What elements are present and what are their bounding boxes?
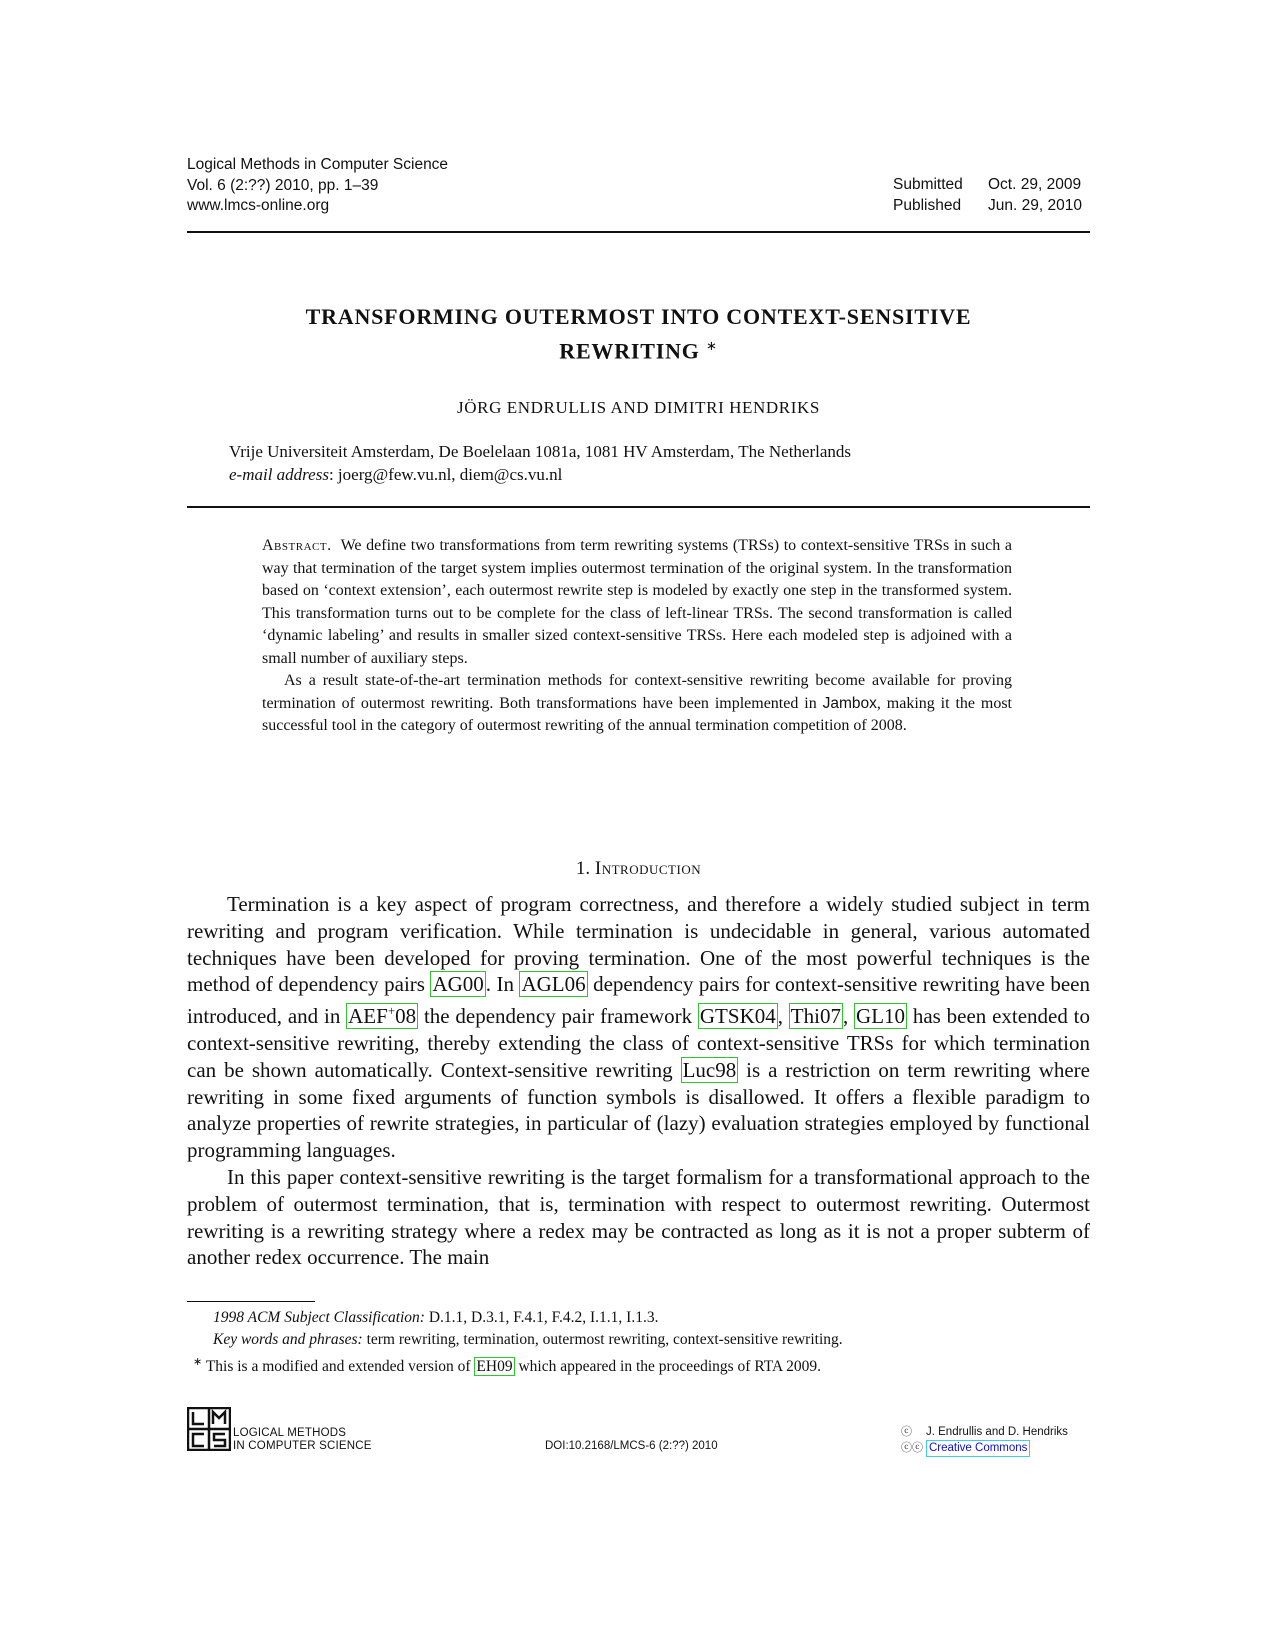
journal-info bbox=[187, 155, 448, 217]
email-label: e-mail address bbox=[229, 465, 329, 484]
abstract-rule bbox=[187, 506, 1090, 508]
abstract-paragraph-1: We define two transformations from term rewriting systems (TRSs) to context-sensitive TRSs in such a way that termination of the target system implies outermost termination of the original system. In the transformation based on ‘context extension’, each outermost rewrite step is modeled by exactly one step in the transformed system. This transformation turns out to be complete for the class of left-linear TRSs. The second transformation is called ‘dynamic labeling’ and results in smaller sized context-sensitive TRSs. Here each modeled step is adjoined with a small number of auxiliary steps. bbox=[262, 537, 1012, 667]
journal-volume: Vol. 6 (2:??) 2010, pp. 1–39 bbox=[187, 176, 379, 194]
acm-classification: 1998 ACM Subject Classification: D.1.1, D.3.1, F.4.1, F.4.2, I.1.1, I.1.3. bbox=[213, 1309, 659, 1326]
citation-thi07[interactable]: Thi07 bbox=[790, 1004, 841, 1029]
logo-line-2: IN COMPUTER SCIENCE bbox=[233, 1440, 372, 1452]
journal-website[interactable]: www.lmcs-online.org bbox=[187, 197, 330, 214]
citation-aef08[interactable]: AEF+08 bbox=[348, 1003, 417, 1029]
keywords: Key words and phrases: term rewriting, termination, outermost rewriting, context-sensitive rewriting. bbox=[213, 1331, 843, 1348]
publication-dates bbox=[893, 175, 1082, 216]
title-line-2: REWRITING bbox=[559, 338, 700, 364]
citation-luc98[interactable]: Luc98 bbox=[682, 1057, 737, 1082]
journal-logo-text bbox=[233, 1427, 372, 1453]
header-rule bbox=[187, 231, 1090, 233]
citation-agl06[interactable]: AGL06 bbox=[521, 972, 586, 997]
abstract-label: Abstract. bbox=[262, 537, 332, 554]
affiliation bbox=[229, 440, 851, 486]
citation-ag00[interactable]: AG00 bbox=[432, 972, 484, 997]
title-line-1: TRANSFORMING OUTERMOST INTO CONTEXT-SENSITIVE bbox=[305, 304, 972, 329]
published-date: Jun. 29, 2010 bbox=[988, 196, 1082, 214]
paper-title bbox=[187, 302, 1090, 365]
citation-gtsk04[interactable]: GTSK04 bbox=[699, 1004, 776, 1029]
creative-commons-icon: ⓒⓒ bbox=[901, 1442, 923, 1454]
footnote-rule bbox=[187, 1301, 315, 1302]
email-addresses[interactable]: : joerg@few.vu.nl, diem@cs.vu.nl bbox=[328, 465, 563, 484]
authors: JÖRG ENDRULLIS AND DIMITRI HENDRIKS bbox=[457, 398, 820, 417]
copyright-holders: J. Endrullis and D. Hendriks bbox=[926, 1426, 1068, 1438]
citation-gl10[interactable]: GL10 bbox=[856, 1004, 906, 1029]
copyright bbox=[901, 1425, 1068, 1457]
intro-paragraph-1: Termination is a key aspect of program correctness, and therefore a widely studied subject in term rewriting and program verification. While termination is undecidable in general, various automated techniques have been developed for proving termination. One of the most powerful techniques is the method of dependency pairs AG00. In AGL06 dependency pairs for context-sensitive rewriting have been introduced, and in AEF+08 the dependency pair framework GTSK04, Thi07, GL10 has been extended to context-sensitive rewriting, thereby extending the class of context-sensitive TRSs for which termination can be shown automatically. Context-sensitive rewriting Luc98 is a restriction on term rewriting where rewriting in some fixed arguments of function symbols is disallowed. It offers a flexible paradigm to analyze properties of rewrite strategies, in particular of (lazy) evaluation strategies employed by functional programming languages. bbox=[187, 892, 1091, 1163]
citation-eh09[interactable]: EH09 bbox=[476, 1358, 513, 1376]
footnotes bbox=[187, 1307, 1090, 1378]
version-note: ∗ This is a modified and extended version of EH09 which appeared in the proceedings of RTA 2009. bbox=[193, 1356, 822, 1376]
intro-paragraph-2: In this paper context-sensitive rewriting is the target formalism for a transformational approach to the problem of outermost termination, that is, termination with respect to outermost rewriting. Outermost rewriting is a rewriting strategy where a redex may be contracted as long as it is not a proper subterm of another redex occurrence. The main bbox=[187, 1164, 1090, 1270]
license-link[interactable]: Creative Commons bbox=[926, 1440, 1030, 1457]
tool-name: Jambox bbox=[822, 694, 877, 712]
abstract-paragraph-2-start: As a result state-of-the-art termination methods for context-sensitive rewriting become available for proving termination of outermost rewriting. Both transformations have been implemented in bbox=[262, 672, 1012, 712]
journal-name: Logical Methods in Computer Science bbox=[187, 156, 449, 173]
published-label: Published bbox=[893, 196, 962, 214]
introduction-body bbox=[187, 891, 1090, 1271]
abstract-paragraph-2-end: , making it the most successful tool in the category of outermost rewriting of the annual termination competition of 2008. bbox=[262, 694, 1012, 734]
logo-line-1: LOGICAL METHODS bbox=[233, 1427, 347, 1439]
doi: DOI:10.2168/LMCS-6 (2:??) 2010 bbox=[545, 1440, 718, 1452]
copyright-icon: ⓒ bbox=[901, 1426, 912, 1438]
lmcs-logo-icon bbox=[187, 1407, 231, 1451]
title-footnote-marker[interactable]: ∗ bbox=[706, 338, 718, 353]
submitted-label: Submitted bbox=[893, 176, 963, 193]
section-heading bbox=[187, 858, 1090, 880]
section-title: Introduction bbox=[594, 858, 702, 879]
submitted-date: Oct. 29, 2009 bbox=[988, 176, 1082, 193]
affiliation-address: Vrije Universiteit Amsterdam, De Boelelaan 1081a, 1081 HV Amsterdam, The Netherlands bbox=[229, 442, 852, 461]
abstract bbox=[262, 535, 1012, 738]
section-number: 1. bbox=[575, 858, 591, 879]
